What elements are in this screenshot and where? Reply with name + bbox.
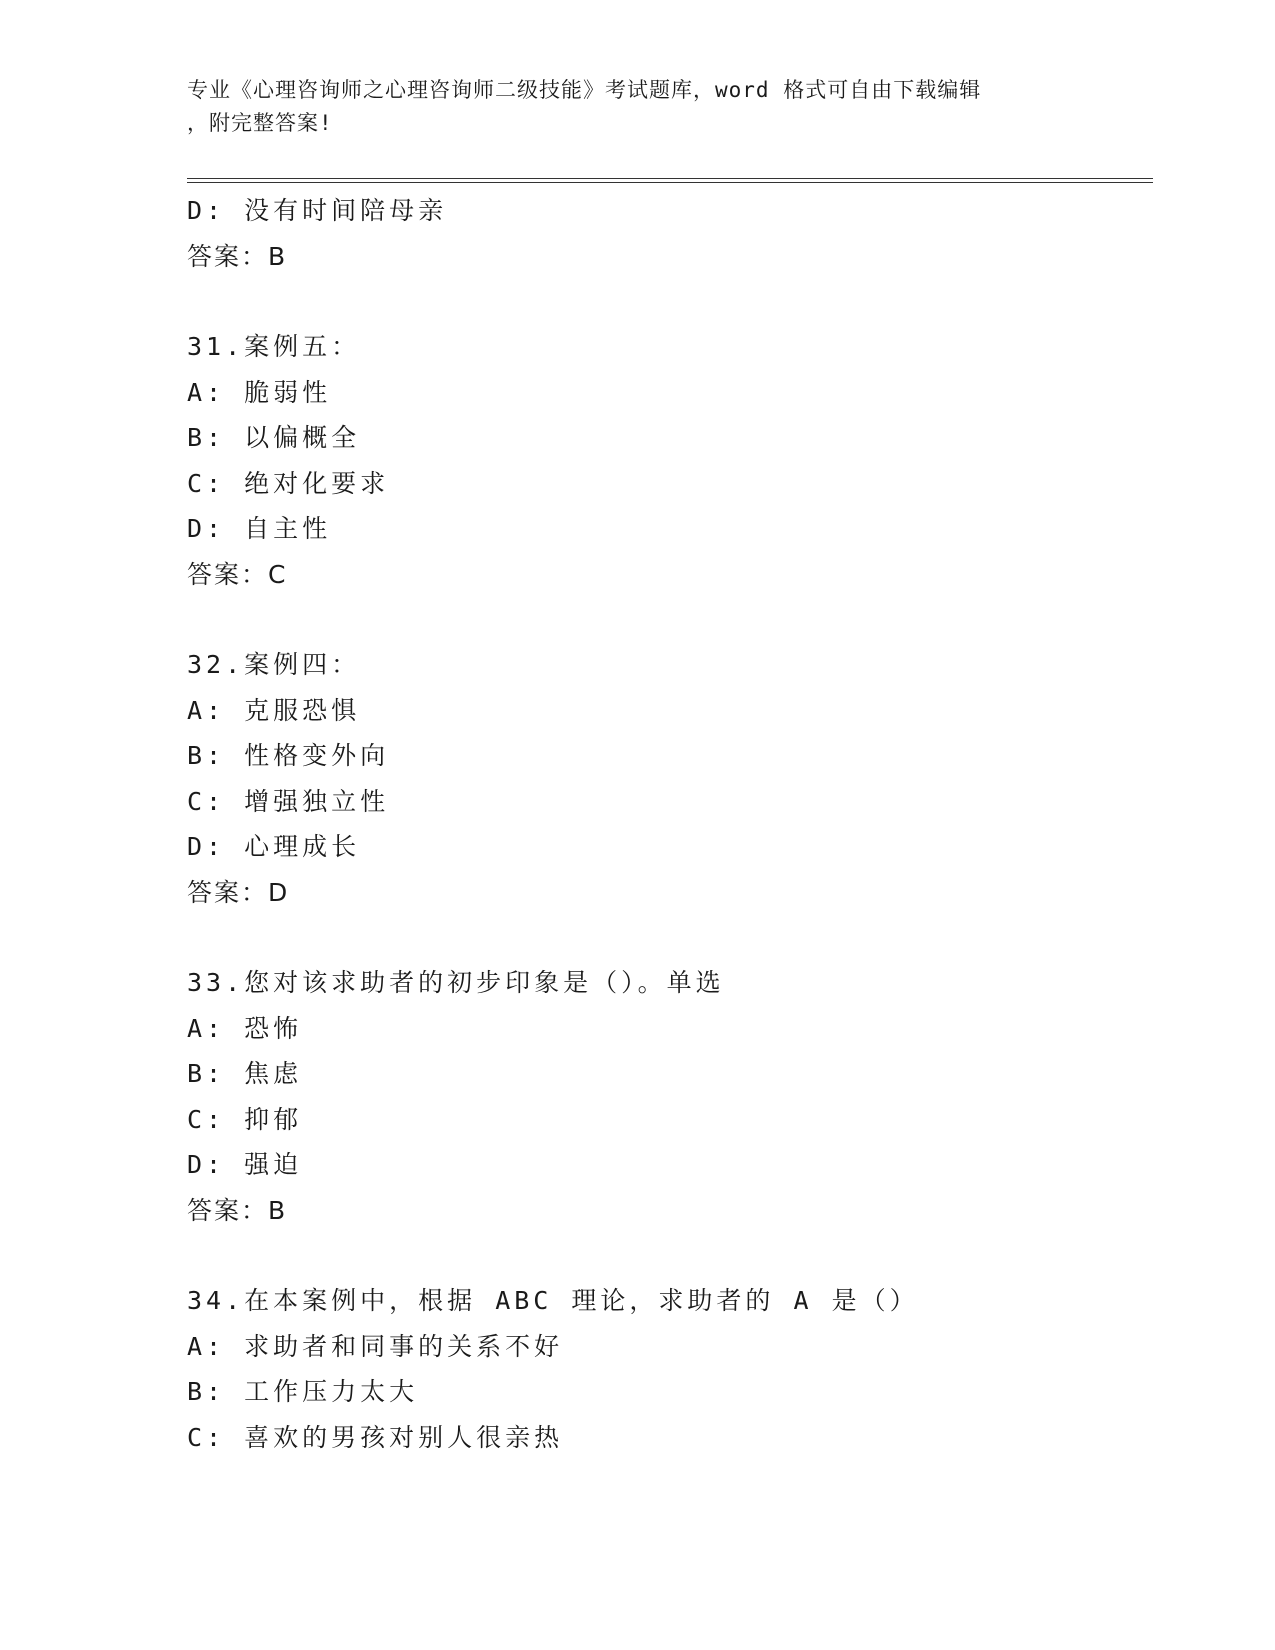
question-33: [187, 960, 1147, 1233]
answer-line: 答案：B: [187, 241, 288, 271]
question-31: [187, 324, 1147, 597]
option-d: D: 强迫: [187, 1150, 303, 1179]
header-rule-top: [187, 178, 1153, 179]
question-32: [187, 642, 1147, 915]
question-title: 33.您对该求助者的初步印象是（）。单选: [187, 968, 725, 997]
spacer: [187, 279, 1147, 324]
option-c: C: 绝对化要求: [187, 468, 390, 498]
option-b: B: 工作压力太大: [187, 1377, 419, 1406]
answer-line: 答案：C: [187, 559, 288, 589]
question-list: [187, 188, 1147, 1460]
document-header: [187, 74, 1087, 140]
option-d: D: 自主性: [187, 514, 332, 543]
question-title: 32.案例四：: [187, 650, 361, 679]
header-line-1: 专业《心理咨询师之心理咨询师二级技能》考试题库，word 格式可自由下载编辑: [187, 78, 982, 102]
option-a: A: 克服恐惧: [187, 695, 361, 725]
option-c: C: 抑郁: [187, 1104, 303, 1134]
option-d: D: 心理成长: [187, 832, 361, 861]
header-line-2: ，附完整答案!: [187, 111, 333, 135]
spacer: [187, 915, 1147, 960]
option-c: C: 喜欢的男孩对别人很亲热: [187, 1422, 564, 1452]
option-b: B: 焦虑: [187, 1059, 303, 1088]
spacer: [187, 1233, 1147, 1278]
option-a: A: 求助者和同事的关系不好: [187, 1331, 564, 1361]
spacer: [187, 597, 1147, 642]
header-rule-bottom: [187, 182, 1153, 183]
question-title: 34.在本案例中，根据 ABC 理论，求助者的 A 是（）: [187, 1286, 919, 1315]
option-a: A: 脆弱性: [187, 377, 332, 407]
answer-line: 答案：D: [187, 877, 290, 907]
option-b: B: 性格变外向: [187, 741, 390, 770]
answer-line: 答案：B: [187, 1195, 288, 1225]
question-title: 31.案例五：: [187, 332, 361, 361]
option-a: A: 恐怖: [187, 1013, 303, 1043]
option-d: D: 没有时间陪母亲: [187, 196, 448, 225]
question-34: [187, 1278, 1147, 1460]
option-b: B: 以偏概全: [187, 423, 361, 452]
option-c: C: 增强独立性: [187, 786, 390, 816]
